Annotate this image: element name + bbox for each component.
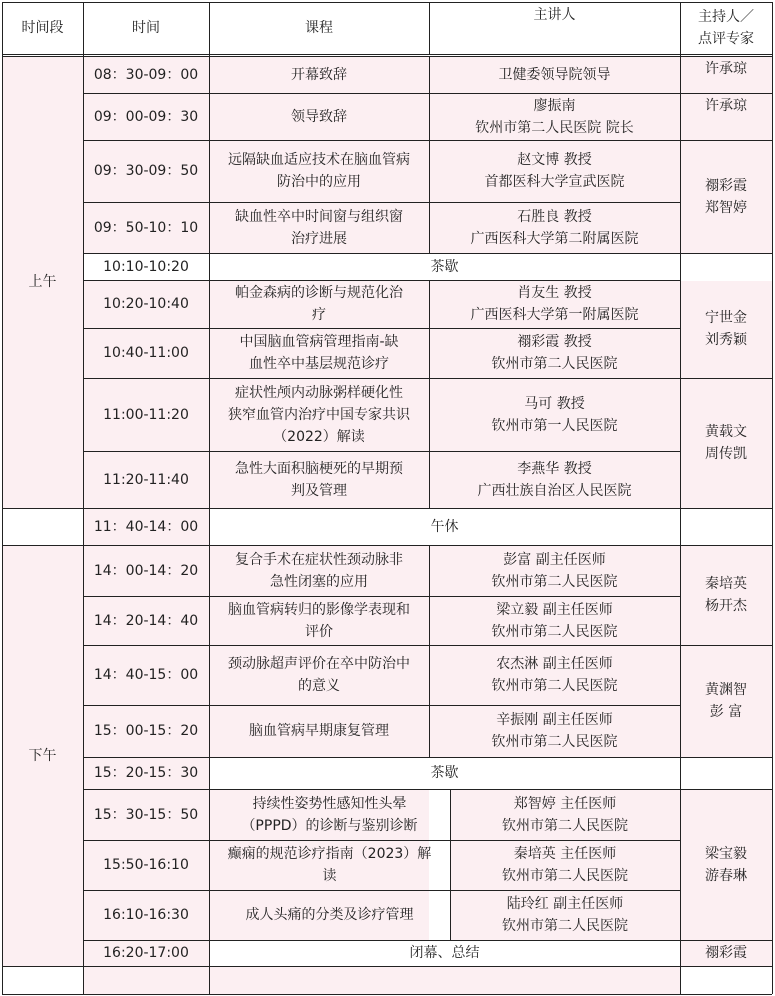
time-cell: 11:00-11:20 <box>103 406 189 423</box>
h-rule <box>83 890 680 891</box>
speaker-cell: 秦培英 主任医师 钦州市第二人民医院 <box>502 846 628 884</box>
v-rule <box>429 705 430 757</box>
h-rule <box>680 93 772 94</box>
course-cell: 持续性姿势性感知性头晕 （PPPD）的诊断与鉴别诊断 <box>241 795 418 834</box>
h-rule <box>2 994 83 995</box>
h-rule <box>83 545 680 546</box>
speaker-cell: 马可 教授 钦州市第一人民医院 <box>491 395 618 434</box>
time-cell: 15:50-16:10 <box>103 857 189 873</box>
time-cell: 09：00-09：30 <box>93 108 199 125</box>
time-cell: 10:10-10:20 <box>103 258 189 275</box>
h-rule <box>680 253 772 254</box>
header-time: 时间 <box>132 20 160 36</box>
host-cell: 黄渊智 彭 富 <box>705 682 747 720</box>
v-rule <box>429 2 430 54</box>
h-rule <box>83 757 680 758</box>
time-cell: 10:20-10:40 <box>103 296 189 312</box>
v-rule <box>429 202 430 253</box>
v-rule <box>450 890 451 940</box>
host-cell: 黄载文 周传凯 <box>705 424 747 462</box>
time-cell: 14：20-14：40 <box>93 612 199 629</box>
h-rule <box>83 789 680 790</box>
v-rule <box>450 840 451 890</box>
h-rule <box>680 757 772 758</box>
course-cell: 中国脑血管病管理指南-缺 血性卒中基层规范诊疗 <box>239 334 399 372</box>
time-cell: 15：00-15：20 <box>93 723 199 739</box>
speaker-cell: 禤彩霞 教授 钦州市第二人民医院 <box>491 334 618 372</box>
h-rule <box>83 994 772 995</box>
time-cell: 11:20-11:40 <box>103 471 189 488</box>
course-cell: 领导致辞 <box>291 108 347 125</box>
v-rule <box>429 451 430 508</box>
time-cell: 15：30-15：50 <box>93 806 199 823</box>
h-rule <box>680 789 772 790</box>
h-rule <box>83 280 680 281</box>
h-rule <box>83 93 680 94</box>
v-rule <box>429 56 430 93</box>
h-rule <box>2 508 83 509</box>
course-cell: 脑血管病转归的影像学表现和 评价 <box>228 601 410 640</box>
speaker-cell: 李燕华 教授 广西壮族自治区人民医院 <box>477 460 632 499</box>
course-cell: 颈动脉超声评价在卒中防治中 的意义 <box>228 656 410 694</box>
course-cell: 远隔缺血适应技术在脑血管病 防治中的应用 <box>228 152 410 190</box>
h-rule <box>83 378 680 379</box>
h-rule <box>2 966 83 967</box>
course-cell: 症状性颅内动脉粥样硬化性 狭窄血管内治疗中国专家共识 （2022）解读 <box>228 384 410 445</box>
time-cell: 11：40-14：00 <box>93 518 199 535</box>
h-rule <box>83 645 680 646</box>
time-cell: 16:10-16:30 <box>103 907 189 923</box>
host-cell: 禤彩霞 <box>705 945 747 961</box>
course-cell: 缺血性卒中时间窗与组织窗 治疗进展 <box>235 208 403 247</box>
h-rule <box>680 545 772 546</box>
speaker-cell: 石胜良 教授 广西医科大学第二附属医院 <box>470 208 639 247</box>
h-rule <box>83 451 680 452</box>
header-speaker: 主讲人 <box>533 7 576 23</box>
break-cell: 午休 <box>430 518 459 535</box>
speaker-cell: 肖友生 教授 广西医科大学第一附属医院 <box>470 285 639 323</box>
header-course: 课程 <box>305 20 333 36</box>
h-rule <box>83 328 680 329</box>
course-cell: 帕金森病的诊断与规范化治 疗 <box>235 285 403 323</box>
time-cell: 15：20-15：30 <box>93 765 199 781</box>
course-cell: 成人头痛的分类及诊疗管理 <box>245 907 414 923</box>
time-cell: 14：00-14：20 <box>93 562 199 579</box>
cell-background <box>84 967 680 994</box>
h-rule <box>680 940 772 941</box>
h-rule <box>83 596 680 597</box>
course-cell: 脑血管病早期康复管理 <box>249 723 389 739</box>
v-rule <box>83 2 84 994</box>
speaker-cell: 陆玲红 副主任医师 钦州市第二人民医院 <box>502 896 628 934</box>
h-rule <box>680 645 772 646</box>
break-cell: 茶歇 <box>430 258 459 275</box>
host-cell: 秦培英 杨开杰 <box>705 576 747 614</box>
host-cell: 许承琼 <box>705 61 747 77</box>
h-rule <box>83 56 680 57</box>
speaker-cell: 梁立毅 副主任医师 钦州市第二人民医院 <box>491 601 618 640</box>
v-rule <box>429 645 430 705</box>
h-rule <box>2 545 83 546</box>
h-rule <box>83 966 680 967</box>
break-cell: 茶歇 <box>430 765 459 781</box>
h-rule <box>680 378 772 379</box>
period-afternoon: 下午 <box>28 747 57 764</box>
time-cell: 10:40-11:00 <box>103 345 189 361</box>
v-rule <box>209 2 210 994</box>
period-morning: 上午 <box>28 274 57 290</box>
v-rule <box>2 2 3 994</box>
speaker-cell: 彭富 副主任医师 钦州市第二人民医院 <box>491 551 618 590</box>
host-cell: 梁宝毅 游春琳 <box>705 845 747 884</box>
v-rule <box>429 280 430 328</box>
header-host: 主持人／ 点评专家 <box>698 9 754 47</box>
v-rule <box>429 596 430 645</box>
v-rule <box>429 93 430 140</box>
v-rule <box>429 378 430 451</box>
time-cell: 08：30-09：00 <box>93 66 199 83</box>
h-rule <box>680 966 772 967</box>
h-rule <box>83 140 680 141</box>
h-rule <box>680 140 772 141</box>
speaker-cell: 赵文博 教授 首都医科大学宣武医院 <box>484 152 625 190</box>
cell-background <box>681 967 772 994</box>
host-cell: 宁世金 刘秀颖 <box>705 310 747 348</box>
v-rule <box>680 2 681 994</box>
time-cell: 09：50-10：10 <box>93 219 199 236</box>
h-rule <box>83 840 680 841</box>
host-cell: 许承琼 <box>705 98 747 114</box>
v-rule <box>429 140 430 202</box>
h-rule <box>83 508 680 509</box>
h-rule <box>83 940 680 941</box>
h-rule <box>83 202 680 203</box>
v-rule <box>450 789 451 840</box>
h-rule <box>83 705 680 706</box>
course-cell: 复合手术在症状性颈动脉非 急性闭塞的应用 <box>235 551 403 590</box>
header-period: 时间段 <box>21 20 64 36</box>
break-cell: 闭幕、总结 <box>409 945 480 961</box>
speaker-cell: 农杰淋 副主任医师 钦州市第二人民医院 <box>491 656 618 694</box>
host-cell: 禤彩霞 郑智婷 <box>705 177 747 216</box>
speaker-cell: 辛振刚 副主任医师 钦州市第二人民医院 <box>491 712 618 750</box>
course-cell: 开幕致辞 <box>291 66 347 83</box>
course-cell: 癫痫的规范诊疗指南（2023）解 读 <box>227 846 432 884</box>
speaker-cell: 郑智婷 主任医师 钦州市第二人民医院 <box>502 795 628 834</box>
speaker-cell: 卫健委领导院领导 <box>498 66 611 83</box>
time-cell: 14：40-15：00 <box>93 667 199 683</box>
v-rule <box>429 328 430 378</box>
course-cell: 急性大面积脑梗死的早期预 判及管理 <box>235 460 403 499</box>
h-rule <box>2 54 772 55</box>
speaker-cell: 廖振南 钦州市第二人民医院 院长 <box>475 98 634 136</box>
v-rule <box>429 545 430 596</box>
h-rule <box>2 2 772 3</box>
time-cell: 09：30-09：50 <box>93 163 199 179</box>
h-rule <box>83 253 680 254</box>
v-rule <box>772 2 773 994</box>
h-rule <box>680 508 772 509</box>
time-cell: 16:20-17:00 <box>103 945 189 961</box>
